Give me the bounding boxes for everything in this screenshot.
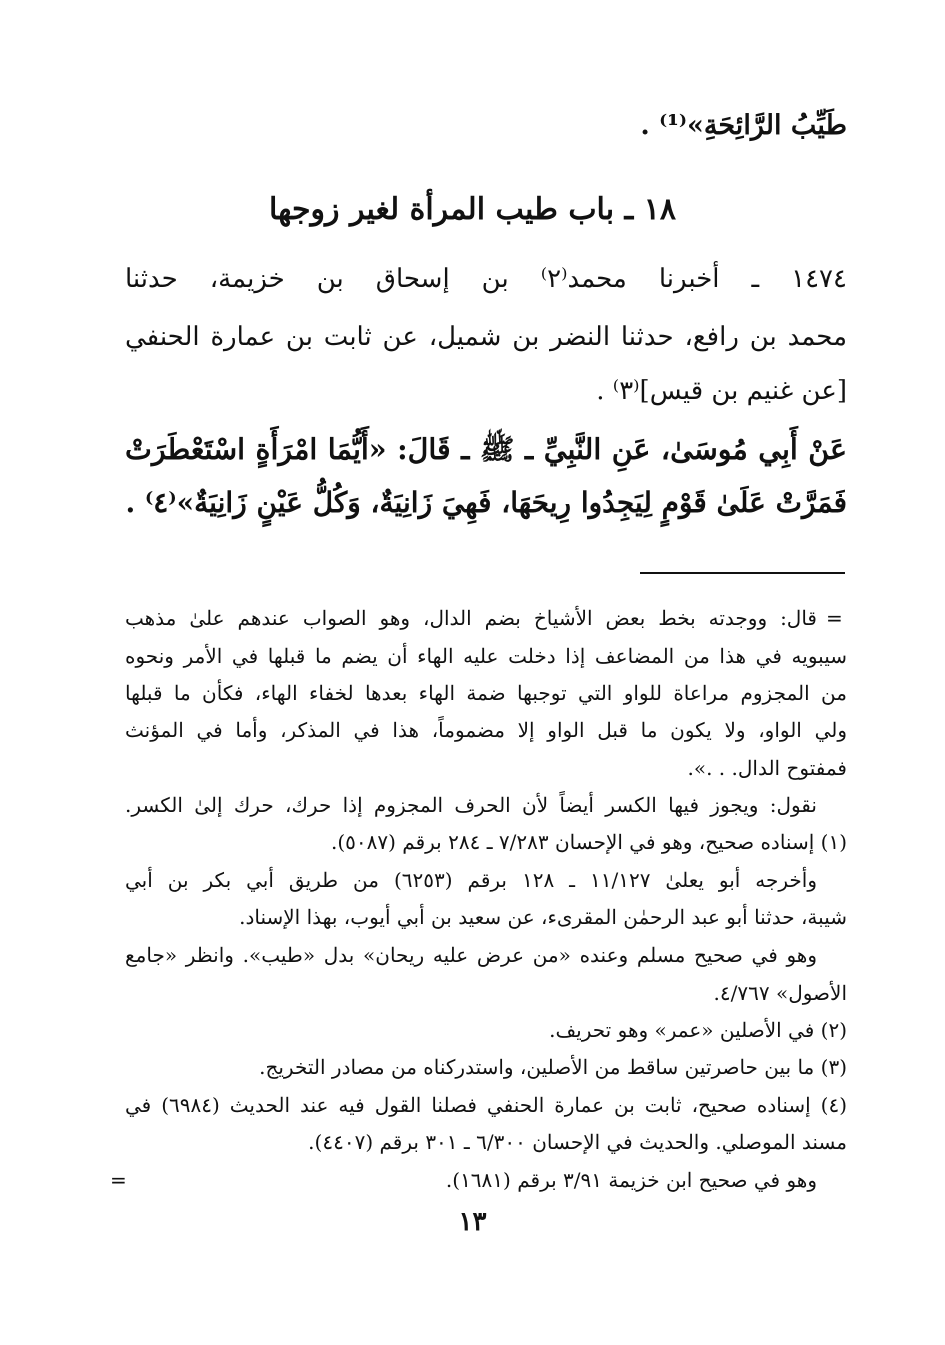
isnad-line-3: [عن غنيم بن قيس]⁽٣⁾ . — [596, 376, 847, 406]
footnote-line: ولي الواو، ولا يكون ما قبل الواو إلا مضموماً، هذا في المذكر، وأما في المؤنث — [125, 718, 847, 742]
footnote-line: شيبة، حدثنا أبو عبد الرحمٰن المقرىء، عن سعيد بن أبي أيوب، بهذا الإسناد. — [239, 905, 847, 929]
footnote-line: فمفتوح الدال. . .». — [687, 756, 847, 780]
footnote-line: نقول: ويجوز فيها الكسر أيضاً لأن الحرف المجزوم إذا حرك، حرك إلىٰ الكسر. — [125, 793, 817, 817]
hadith-text-line-2: فَمَرَّتْ عَلَىٰ قَوْمٍ لِيَجِدُوا رِيحَهَا، فَهِيَ زَانِيَةٌ، وَكُلُّ عَيْنٍ زَانِيَةٌ»⁽٤⁾ . — [125, 486, 847, 519]
footnote-line: وهو في صحيح مسلم وعنده «من عرض عليه ريحان» بدل «طيب». وانظر «جامع — [125, 943, 817, 967]
footnote-3: (٣) ما بين حاصرتين ساقط من الأصلين، واستدركناه من مصادر التخريج. — [259, 1055, 847, 1079]
footnote-separator — [640, 572, 845, 574]
continuation-mark-bottom: = — [110, 1168, 127, 1192]
footnote-2: (٢) في الأصلين «عمر» وهو تحريف. — [549, 1018, 847, 1042]
chapter-title: ١٨ ـ باب طيب المرأة لغير زوجها — [269, 192, 676, 227]
footnote-line: مسند الموصلي. والحديث في الإحسان ٦/٣٠٠ ـ ٣٠١ برقم (٤٤٠٧). — [308, 1130, 847, 1154]
footnote-line: قال: ووجدته بخط بعض الأشياخ بضم الدال، وهو الصواب عندهم علىٰ مذهب — [125, 606, 817, 630]
footnote-line: سيبويه في هذا من المضاعف إذا دخلت عليه الهاء أن يضم ما قبلها في الأمر ونحوه — [125, 644, 847, 668]
footnote-line: من المجزوم مراعاة للواو التي توجبها ضمة الهاء بعدها لخفاء الهاء، فكأن ما قبلها — [125, 681, 847, 705]
page-number: ١٣ — [458, 1207, 487, 1237]
footnote-1: (١) إسناده صحيح، وهو في الإحسان ٧/٢٨٣ ـ ٢٨٤ برقم (٥٠٨٧). — [330, 830, 847, 854]
continuation-mark-top: = — [826, 606, 843, 630]
isnad-line-2: محمد بن رافع، حدثنا النضر بن شميل، عن ثابت بن عمارة الحنفي — [125, 322, 847, 352]
isnad-line-1: ١٤٧٤ ـ أخبرنا محمد⁽٢⁾ بن إسحاق بن خزيمة، حدثنا — [125, 264, 847, 294]
footnote-4: (٤) إسناده صحيح، ثابت بن عمارة الحنفي فصلنا القول فيه عند الحديث (٦٩٨٤) في — [125, 1093, 848, 1117]
preceding-hadith-ending: طَيِّبُ الرَّائِحَةِ»⁽¹⁾ . — [640, 110, 847, 141]
footnote-line: وأخرجه أبو يعلىٰ ١١/١٢٧ ـ ١٢٨ برقم (٦٢٥٣) من طريق أبي بكر بن أبي — [125, 868, 817, 892]
footnote-line: وهو في صحيح ابن خزيمة ٣/٩١ برقم (١٦٨١). — [445, 1168, 817, 1192]
hadith-text-line-1: عَنْ أَبِي مُوسَىٰ، عَنِ النَّبِيِّ ـ ﷺ ـ قَالَ: «أَيُّمَا امْرَأَةٍ اسْتَعْطَرَتْ — [125, 432, 847, 466]
footnote-line: الأصول» ٤/٧٦٧. — [713, 981, 847, 1005]
